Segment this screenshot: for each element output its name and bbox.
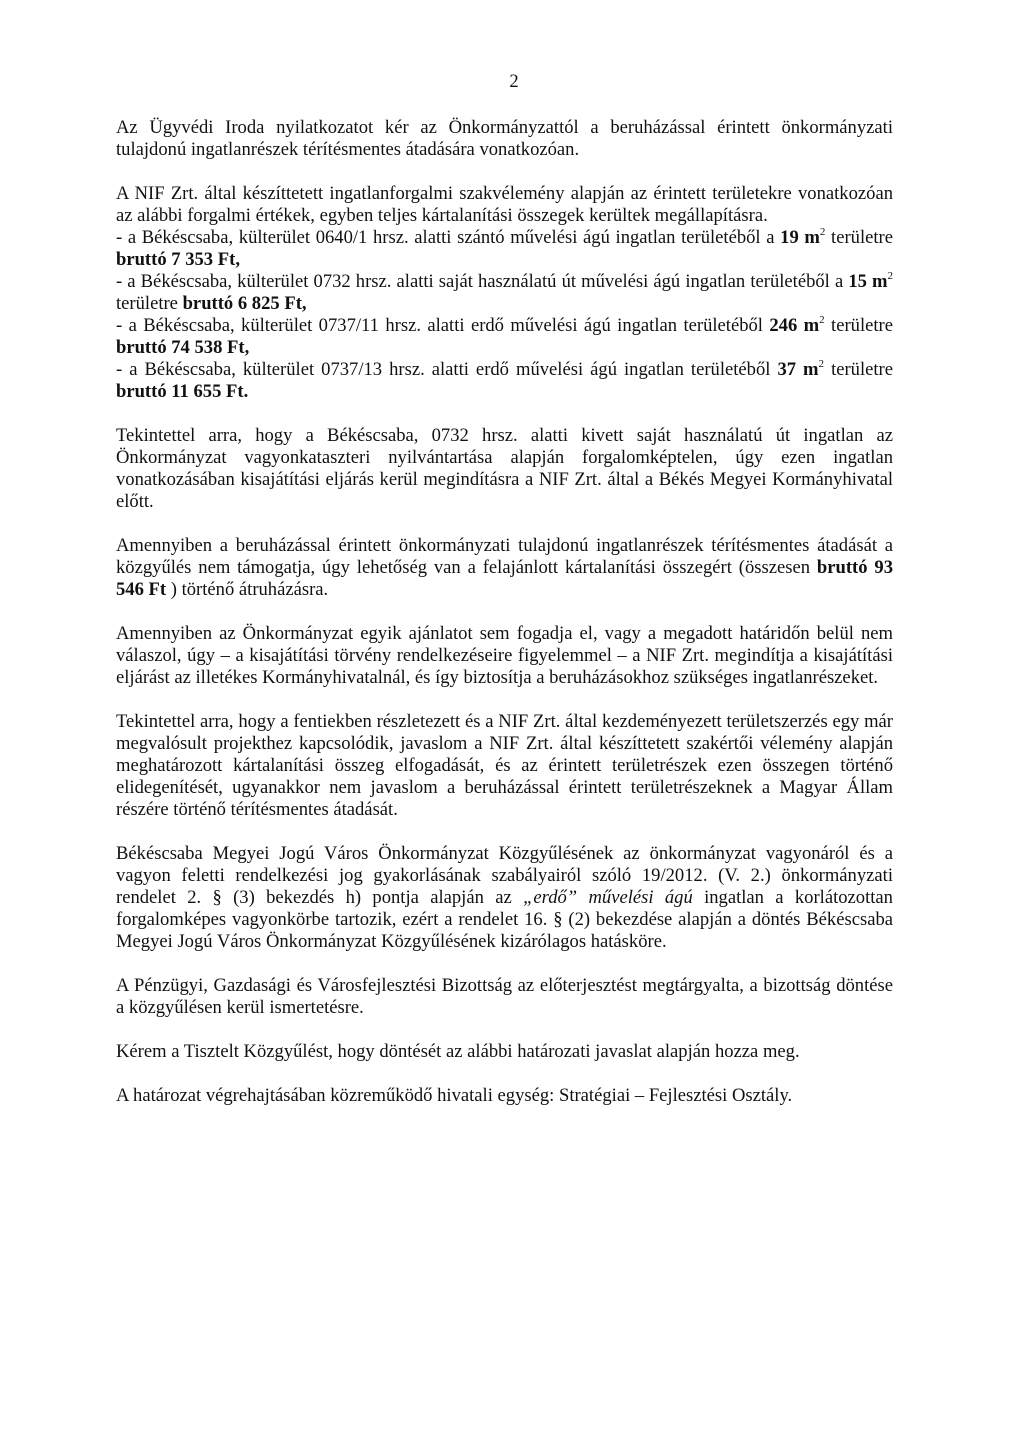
list-item-0640-1: - a Békéscsaba, külterület 0640/1 hrsz. alatti szántó művelési ágú ingatlan területéből a 19 $m^2$ területre bruttó 7 353 Ft, — [116, 226, 893, 270]
paragraph-no-answer: Amennyiben az Önkormányzat egyik ajánlatot sem fogadja el, vagy a megadott határidőn belül nem válaszol, úgy – a kisajátítási törvény rendelkezéseire figyelemmel – a NIF Zrt. megindítja a kisajátítási eljárást az illetékes Kormányhivatalnál, és így biztosítja a beruházásokhoz szükséges ingatlanrészeket. — [116, 623, 893, 688]
paragraph-recommendation: Tekintettel arra, hogy a fentiekben részletezett és a NIF Zrt. által kezdeményezett területszerzés egy már megvalósult projekthez kapcsolódik, javaslom a NIF Zrt. által készíttetett szakértői vélemény alapján meghatározott kártalanítási összeg elfogadását, és az érintett területrészek ezen összegen történő elidegenítését, ugyanakkor nem javaslom a beruházással érintett területrészeknek a Magyar Állam részére történő térítésmentes átadását. — [116, 711, 893, 820]
list-item-0737-13: - a Békéscsaba, külterület 0737/13 hrsz. alatti erdő művelési ágú ingatlan területéből 37 $m^2$ területre bruttó 11 655 Ft. — [116, 358, 894, 402]
paragraph-expropriation: Tekintettel arra, hogy a Békéscsaba, 0732 hrsz. alatti kivett saját használatú út ingatlan az Önkormányzat vagyonkataszteri nyilvántartása alapján forgalomképtelen, úgy ezen ingatlan vonatkozásában kisajátítási eljárás kerül megindításra a NIF Zrt. által a Békés Megyei Kormányhivatal előtt. — [116, 425, 893, 512]
paragraph-valuation: A NIF Zrt. által készíttetett ingatlanforgalmi szakvélemény alapján az érintett területekre vonatkozóan az alábbi forgalmi értékek, egyben teljes kártalanítási összegek kerültek megállapításra. — [116, 183, 893, 226]
list-item-0732: - a Békéscsaba, külterület 0732 hrsz. alatti saját használatú út művelési ágú ingatlan területéből a 15 $m^2$ területre bruttó 6 825 Ft, — [116, 270, 894, 314]
list-item-0737-11: - a Békéscsaba, külterület 0737/11 hrsz. alatti erdő művelési ágú ingatlan területéből 246 $m^2$ területre bruttó 74 538 Ft, — [116, 314, 893, 358]
paragraph-committee: A Pénzügyi, Gazdasági és Városfejlesztési Bizottság az előterjesztést megtárgyalta, a bizottság döntése a közgyűlésen kerül ismertetésre. — [116, 975, 893, 1018]
paragraph-request: Az Ügyvédi Iroda nyilatkozatot kér az Önkormányzattól a beruházással érintett önkormányzati tulajdonú ingatlanrészek térítésmentes átadására vonatkozóan. — [116, 117, 893, 160]
paragraph-alternative: Amennyiben a beruházással érintett önkormányzati tulajdonú ingatlanrészek térítésmentes átadását a közgyűlés nem támogatja, úgy lehetőség van a felajánlott kártalanítási összegért (összesen bruttó 93 546 Ft ) történő átruházásra. — [116, 535, 894, 600]
paragraph-responsible-unit: A határozat végrehajtásában közreműködő hivatali egység: Stratégiai – Fejlesztési Osztály. — [116, 1085, 793, 1106]
page-number: 2 — [509, 71, 519, 92]
paragraph-legal-basis: Békéscsaba Megyei Jogú Város Önkormányzat Közgyűlésének az önkormányzat vagyonáról és a vagyon feletti rendelkezési jog gyakorlásának szabályairól szóló 19/2012. (V. 2.) önkormányzati rendelet 2. § (3) bekezdés h) pontja alapján az „erdő” művelési ágú ingatlan a korlátozottan forgalomképes vagyonkörbe tartozik, ezért a rendelet 16. § (2) bekezdése alapján a döntés Békéscsaba Megyei Jogú Város Önkormányzat Közgyűlésének kizárólagos hatásköre. — [116, 843, 893, 952]
document-body — [116, 117, 893, 1107]
paragraph-request-decision: Kérem a Tisztelt Közgyűlést, hogy döntését az alábbi határozati javaslat alapján hozza meg. — [116, 1041, 800, 1062]
